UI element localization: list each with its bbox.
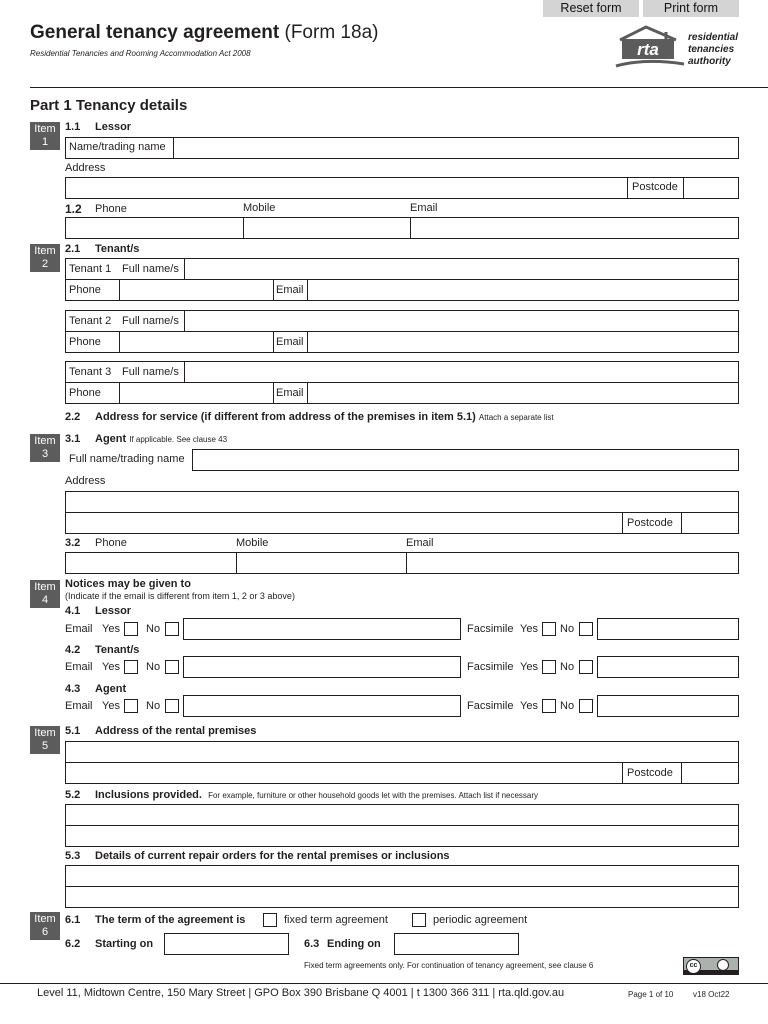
lessor-postcode-label: Postcode xyxy=(632,181,678,193)
tenant-notice-email-yes-label: Yes xyxy=(102,661,120,673)
tenant-notice-email-label: Email xyxy=(65,661,93,673)
footer-divider xyxy=(0,983,768,984)
tenant-2-email-input[interactable] xyxy=(307,331,739,353)
periodic-checkbox[interactable] xyxy=(412,913,426,927)
section-2-2-number: 2.2 xyxy=(65,411,81,423)
agent-mobile-label: Mobile xyxy=(236,537,269,549)
agent-notice-fax-input[interactable] xyxy=(597,695,739,717)
tenant-2-fullname-label: Full name/s xyxy=(122,315,179,327)
notices-note: (Indicate if the email is different from item 1, 2 or 3 above) xyxy=(65,591,295,601)
section-2-2-heading xyxy=(95,411,554,424)
tenant-3-email-input[interactable] xyxy=(307,382,739,404)
tenant-1-fullname-label: Full name/s xyxy=(122,263,179,275)
attribution-icon xyxy=(717,959,729,971)
lessor-phone-input[interactable] xyxy=(65,217,244,239)
agent-email-label: Email xyxy=(406,537,434,549)
section-2-2-note: Attach a separate list xyxy=(478,413,554,422)
item-badge-3 xyxy=(30,434,60,462)
section-1-1-title: Lessor xyxy=(95,121,132,133)
section-2-1-number: 2.1 xyxy=(65,243,81,255)
tenant-notice-fax-yes-checkbox[interactable] xyxy=(542,660,556,674)
tenant-1-phone-input[interactable] xyxy=(119,279,274,301)
section-3-1-title: Agent xyxy=(95,433,127,445)
tenant-1-email-input[interactable] xyxy=(307,279,739,301)
form-number: (Form 18a) xyxy=(284,22,379,43)
agent-name-input[interactable] xyxy=(192,449,739,471)
fixed-term-label: fixed term agreement xyxy=(284,914,388,926)
lessor-address-label: Address xyxy=(65,162,106,174)
tenant-notice-fax-yes-label: Yes xyxy=(520,661,538,673)
logo-line-2: tenancies xyxy=(688,44,735,55)
item-word: Item xyxy=(34,435,56,447)
agent-address-input-2[interactable] xyxy=(65,512,623,534)
section-4-1-title: Lessor xyxy=(95,605,132,617)
section-5-3-title: Details of current repair orders for the rental premises or inclusions xyxy=(95,850,450,862)
lessor-notice-email-yes-label: Yes xyxy=(102,623,120,635)
section-5-2-title: Inclusions provided. xyxy=(95,789,202,801)
lessor-postcode-input[interactable] xyxy=(683,177,739,199)
agent-notice-fax-label: Facsimile xyxy=(467,700,514,712)
item-word: Item xyxy=(34,581,56,593)
section-2-1-title: Tenant/s xyxy=(95,243,140,255)
section-6-1-number: 6.1 xyxy=(65,914,81,926)
end-date-input[interactable] xyxy=(394,933,519,955)
lessor-name-label: Name/trading name xyxy=(69,141,166,153)
item-number: 2 xyxy=(41,258,49,270)
reset-form-button[interactable]: Reset form xyxy=(543,0,639,17)
item-badge-4 xyxy=(30,580,60,608)
section-4-2-number: 4.2 xyxy=(65,644,81,656)
lessor-mobile-label: Mobile xyxy=(243,202,276,214)
tenant-2-phone-label: Phone xyxy=(69,336,101,348)
lessor-notice-email-label: Email xyxy=(65,623,93,635)
item-word: Item xyxy=(34,245,56,257)
agent-phone-input[interactable] xyxy=(65,552,237,574)
item-word: Item xyxy=(34,913,56,925)
tenant-2-email-label: Email xyxy=(276,336,304,348)
title-text: General tenancy agreement xyxy=(30,22,280,43)
agent-notice-email-label: Email xyxy=(65,700,93,712)
premises-address-input-2[interactable] xyxy=(65,762,623,784)
lessor-notice-email-yes-checkbox[interactable] xyxy=(124,622,138,636)
lessor-name-input[interactable] xyxy=(173,137,739,159)
section-5-3-number: 5.3 xyxy=(65,850,81,862)
item-badge-5 xyxy=(30,726,60,754)
footer-page: Page 1 of 10 xyxy=(628,990,674,999)
agent-email-input[interactable] xyxy=(406,552,739,574)
section-6-2-title: Starting on xyxy=(95,938,154,950)
section-4-2-title: Tenant/s xyxy=(95,644,140,656)
agent-mobile-input[interactable] xyxy=(236,552,407,574)
item-word: Item xyxy=(34,727,56,739)
agent-notice-email-yes-label: Yes xyxy=(102,700,120,712)
agent-name-label: Full name/trading name xyxy=(69,453,185,465)
logo-line-3: authority xyxy=(688,56,731,67)
tenant-3-email-label: Email xyxy=(276,387,304,399)
section-5-2-heading xyxy=(95,789,538,802)
section-3-2-number: 3.2 xyxy=(65,537,81,549)
tenant-3-label: Tenant 3 xyxy=(69,366,112,378)
lessor-notice-fax-input[interactable] xyxy=(597,618,739,640)
lessor-notice-fax-label: Facsimile xyxy=(467,623,514,635)
section-6-3-number: 6.3 xyxy=(304,938,320,950)
premises-postcode-label: Postcode xyxy=(627,767,673,779)
repair-orders-input-1[interactable] xyxy=(65,865,739,887)
logo-line-1: residential xyxy=(688,32,739,43)
rta-logo xyxy=(614,24,744,72)
fixed-term-checkbox[interactable] xyxy=(263,913,277,927)
form-title xyxy=(30,22,378,44)
premises-postcode-input[interactable] xyxy=(681,762,739,784)
cc-icon: cc xyxy=(686,959,701,974)
item-number: 3 xyxy=(41,448,49,460)
section-5-2-number: 5.2 xyxy=(65,789,81,801)
section-5-1-number: 5.1 xyxy=(65,725,81,737)
section-6-1-title: The term of the agreement is xyxy=(95,914,246,926)
tenant-3-phone-input[interactable] xyxy=(119,382,274,404)
logo-mark-text: rta xyxy=(637,40,659,59)
tenant-notice-fax-no-checkbox[interactable] xyxy=(579,660,593,674)
tenant-1-phone-label: Phone xyxy=(69,284,101,296)
tenant-notice-email-no-label: No xyxy=(146,661,161,673)
repair-orders-input-2[interactable] xyxy=(65,886,739,908)
lessor-notice-fax-yes-checkbox[interactable] xyxy=(542,622,556,636)
agent-notice-email-yes-checkbox[interactable] xyxy=(124,699,138,713)
section-3-1-note: If applicable. See clause 43 xyxy=(129,435,228,444)
footer-address: Level 11, Midtown Centre, 150 Mary Street | GPO Box 390 Brisbane Q 4001 | t 1300 366 311 | rta.qld.gov.au xyxy=(37,987,565,999)
lessor-email-label: Email xyxy=(410,202,438,214)
agent-notice-fax-yes-checkbox[interactable] xyxy=(542,699,556,713)
tenant-2-label: Tenant 2 xyxy=(69,315,112,327)
section-1-1-number: 1.1 xyxy=(65,121,81,133)
header-divider xyxy=(30,87,768,88)
lessor-address-input[interactable] xyxy=(65,177,628,199)
agent-address-input-1[interactable] xyxy=(65,491,739,513)
agent-phone-label: Phone xyxy=(95,537,127,549)
premises-address-input-1[interactable] xyxy=(65,741,739,763)
section-5-2-note: For example, furniture or other household goods let with the premises. Attach list if necessary xyxy=(208,791,539,800)
item-number: 1 xyxy=(41,136,49,148)
tenant-2-name-input[interactable] xyxy=(184,310,739,332)
rta-house-icon xyxy=(614,24,690,70)
tenant-notice-fax-input[interactable] xyxy=(597,656,739,678)
agent-notice-email-no-label: No xyxy=(146,700,161,712)
lessor-notice-fax-no-label: No xyxy=(560,623,575,635)
agent-address-label: Address xyxy=(65,475,106,487)
lessor-mobile-input[interactable] xyxy=(243,217,411,239)
agent-postcode-input[interactable] xyxy=(681,512,739,534)
section-4-3-number: 4.3 xyxy=(65,683,81,695)
section-5-1-title: Address of the rental premises xyxy=(95,725,257,737)
item-word: Item xyxy=(34,123,56,135)
item-number: 4 xyxy=(41,594,49,606)
item-number: 5 xyxy=(41,740,49,752)
part-heading: Part 1 Tenancy details xyxy=(30,97,188,114)
print-form-button[interactable]: Print form xyxy=(643,0,739,17)
section-3-1-heading xyxy=(95,433,227,446)
lessor-notice-email-no-checkbox[interactable] xyxy=(165,622,179,636)
tenant-3-name-input[interactable] xyxy=(184,361,739,383)
lessor-notice-email-input[interactable] xyxy=(183,618,461,640)
item-badge-6 xyxy=(30,912,60,940)
agent-notice-email-no-checkbox[interactable] xyxy=(165,699,179,713)
act-name: Residential Tenancies and Rooming Accommodation Act 2008 xyxy=(30,49,251,58)
tenant-1-label: Tenant 1 xyxy=(69,263,112,275)
start-date-input[interactable] xyxy=(164,933,289,955)
footer-version: v18 Oct22 xyxy=(693,990,730,999)
tenant-3-fullname-label: Full name/s xyxy=(122,366,179,378)
section-2-2-title: Address for service (if different from address of the premises in item 5.1) xyxy=(95,411,476,423)
section-4-3-title: Agent xyxy=(95,683,127,695)
section-3-1-number: 3.1 xyxy=(65,433,81,445)
tenant-notice-email-input[interactable] xyxy=(183,656,461,678)
item-badge-1 xyxy=(30,122,60,150)
inclusions-input-2[interactable] xyxy=(65,825,739,847)
lessor-email-input[interactable] xyxy=(410,217,739,239)
tenant-notice-email-yes-checkbox[interactable] xyxy=(124,660,138,674)
lessor-phone-label: Phone xyxy=(95,203,127,215)
tenant-notice-email-no-checkbox[interactable] xyxy=(165,660,179,674)
tenant-notice-fax-no-label: No xyxy=(560,661,575,673)
item-badge-2 xyxy=(30,244,60,272)
tenant-1-name-input[interactable] xyxy=(184,258,739,280)
creative-commons-badge xyxy=(683,957,739,975)
tenant-2-phone-input[interactable] xyxy=(119,331,274,353)
lessor-notice-fax-yes-label: Yes xyxy=(520,623,538,635)
agent-notice-email-input[interactable] xyxy=(183,695,461,717)
agent-postcode-label: Postcode xyxy=(627,517,673,529)
lessor-notice-fax-no-checkbox[interactable] xyxy=(579,622,593,636)
section-4-1-number: 4.1 xyxy=(65,605,81,617)
fixed-term-note: Fixed term agreements only. For continuation of tenancy agreement, see clause 6 xyxy=(304,961,594,970)
section-6-3-title: Ending on xyxy=(327,938,381,950)
notices-title: Notices may be given to xyxy=(65,578,191,590)
agent-notice-fax-no-label: No xyxy=(560,700,575,712)
agent-notice-fax-yes-label: Yes xyxy=(520,700,538,712)
item-number: 6 xyxy=(41,926,49,938)
agent-notice-fax-no-checkbox[interactable] xyxy=(579,699,593,713)
inclusions-input-1[interactable] xyxy=(65,804,739,826)
tenant-1-email-label: Email xyxy=(276,284,304,296)
periodic-label: periodic agreement xyxy=(433,914,528,926)
tenant-3-phone-label: Phone xyxy=(69,387,101,399)
section-1-2-number: 1.2 xyxy=(65,202,82,216)
tenant-notice-fax-label: Facsimile xyxy=(467,661,514,673)
section-6-2-number: 6.2 xyxy=(65,938,81,950)
lessor-notice-email-no-label: No xyxy=(146,623,161,635)
